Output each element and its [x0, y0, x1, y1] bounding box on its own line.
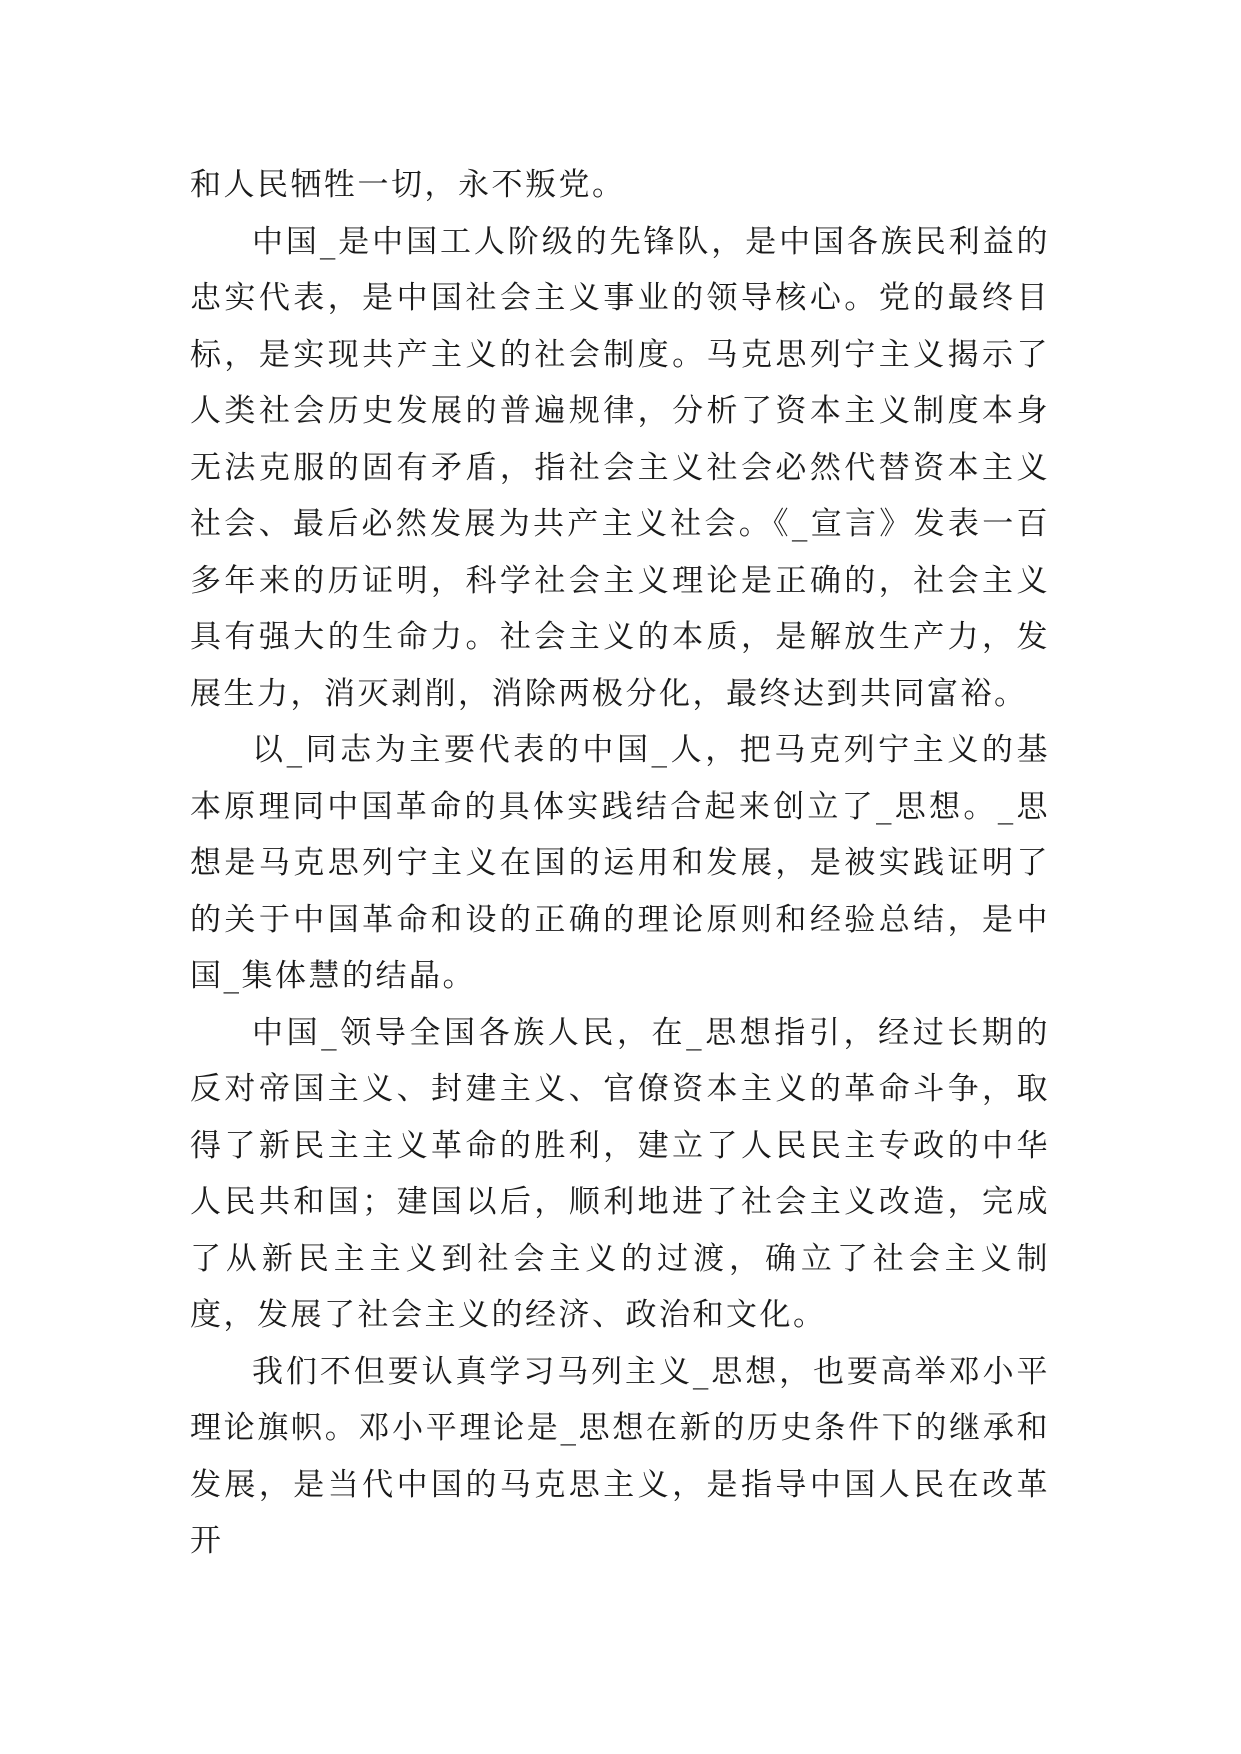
paragraph-3: 以_同志为主要代表的中国_人，把马克列宁主义的基本原理同中国革命的具体实践结合起来创立了_思想。_思想是马克思列宁主义在国的运用和发展，是被实践证明了的关于中国革命和设的正确的理论原则和经验总结，是中国_集体慧的结晶。 [190, 732, 1050, 994]
paragraph-4: 中国_领导全国各族人民，在_思想指引，经过长期的反对帝国主义、封建主义、官僚资本主义的革命斗争，取得了新民主主义革命的胜利，建立了人民民主专政的中华人民共和国；建国以后，顺利地进了社会主义改造，完成了从新民主主义到社会主义的过渡，确立了社会主义制度，发展了社会主义的经济、政治和文化。 [190, 1014, 1050, 1333]
paragraph-1: 和人民牺牲一切，永不叛党。 [190, 167, 626, 203]
paragraph-2: 中国_是中国工人阶级的先锋队，是中国各族民利益的忠实代表，是中国社会主义事业的领导核心。党的最终目标，是实现共产主义的社会制度。马克思列宁主义揭示了人类社会历史发展的普遍规律，分析了资本主义制度本身无法克服的固有矛盾，指社会主义社会必然代替资本主义社会、最后必然发展为共产主义社会。《_宣言》发表一百多年来的历证明，科学社会主义理论是正确的，社会主义具有强大的生命力。社会主义的本质，是解放生产力，发展生力，消灭剥削，消除两极分化，最终达到共同富裕。 [190, 223, 1050, 712]
document-body [190, 157, 1050, 1570]
paragraph-5: 我们不但要认真学习马列主义_思想，也要高举邓小平理论旗帜。邓小平理论是_思想在新的历史条件下的继承和发展，是当代中国的马克思主义，是指导中国人民在改革开 [190, 1353, 1050, 1559]
